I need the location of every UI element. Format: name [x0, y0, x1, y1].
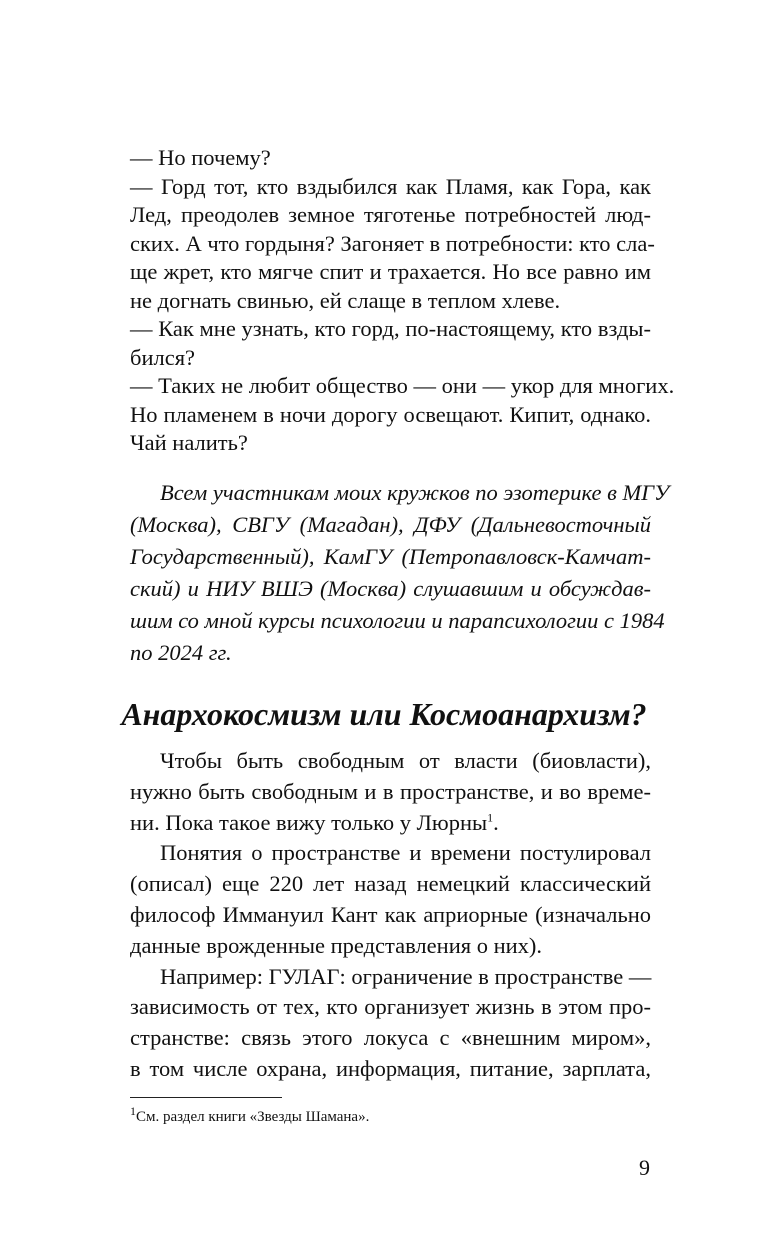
text-line: не догнать свинью, ей слаще в теплом хлеве.: [130, 287, 561, 313]
text-line: (Москва), СВГУ (Магадан), ДФУ (Дальневосточный: [130, 512, 651, 537]
body-text: [130, 746, 651, 1085]
text-span: ни. Пока такое вижу только у Люрны: [130, 809, 488, 835]
footnote: [130, 1104, 370, 1126]
text-line: Например: ГУЛАГ: ограничение в пространстве —: [160, 963, 652, 989]
footnote-text: См. раздел книги «Звезды Шамана».: [136, 1109, 370, 1125]
text-line: — Как мне узнать, кто горд, по-настоящему, кто взды-: [130, 316, 651, 341]
text-line: бился?: [130, 344, 196, 370]
text-line: в том числе охрана, информация, питание, зарплата,: [130, 1055, 651, 1081]
page-number: 9: [639, 1155, 650, 1180]
text-line: ский) и НИУ ВШЭ (Москва) слушавшим и обсуждав-: [130, 576, 651, 601]
footnote-divider: [130, 1097, 282, 1098]
text-line: Государственный), КамГУ (Петропавловск-Камчат-: [130, 544, 651, 569]
text-line: Но пламенем в ночи дорогу освещают. Кипит, однако.: [130, 401, 651, 427]
footnote-marker: 1: [130, 1104, 136, 1118]
text-line: Лед, преодолев земное тяготенье потребностей люд-: [130, 202, 651, 227]
text-line: Понятия о пространстве и времени постулировал: [160, 840, 651, 866]
text-line: философ Иммануил Кант как априорные (изначально: [130, 901, 651, 927]
dedication: [130, 477, 670, 669]
text-line: (описал) еще 220 лет назад немецкий классический: [130, 871, 651, 897]
text-line: ще жрет, кто мягче спит и трахается. Но все равно им: [130, 259, 651, 284]
text-line: Всем участникам моих кружков по эзотерике в МГУ: [160, 480, 670, 505]
text-line: [130, 808, 651, 839]
text-line: странстве: связь этого локуса с «внешним миром»,: [130, 1025, 651, 1051]
text-line: Чтобы быть свободным от власти (биовласти),: [160, 748, 651, 773]
section-heading: Анархокосмизм или Космоанархизм?: [121, 696, 647, 732]
dialogue-section: [130, 144, 675, 458]
text-line: данные врожденные представления о них).: [130, 932, 543, 958]
footnote-reference: 1: [487, 810, 494, 825]
text-line: по 2024 гг.: [130, 640, 232, 665]
text-line: — Таких не любит общество — они — укор для многих.: [130, 373, 675, 398]
text-line: ских. А что гордыня? Загоняет в потребности: кто сла-: [130, 230, 655, 256]
text-line: нужно быть свободным и в пространстве, и во време-: [130, 778, 651, 804]
text-line: шим со мной курсы психологии и парапсихологии с 1984: [130, 608, 665, 633]
text-line: — Горд тот, кто вздыбился как Пламя, как Гора, как: [130, 173, 651, 199]
text-span: .: [493, 809, 499, 835]
text-line: — Но почему?: [130, 145, 271, 170]
text-line: зависимость от тех, кто организует жизнь в этом про-: [130, 994, 651, 1020]
text-line: Чай налить?: [130, 430, 248, 455]
